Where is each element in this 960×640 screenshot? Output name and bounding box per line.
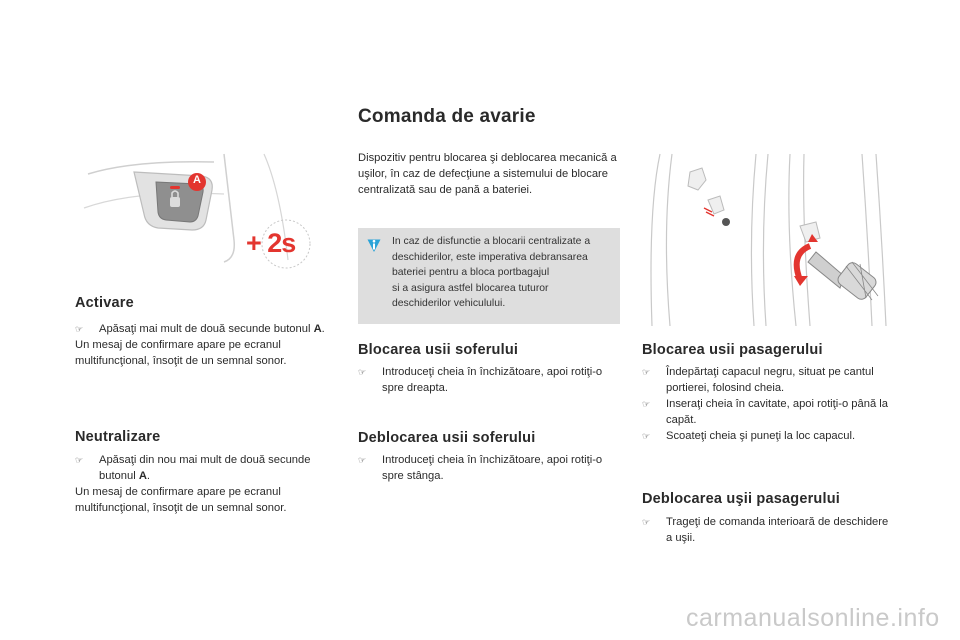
arrow-bullet-icon: ☞ [642, 517, 651, 527]
watermark: carmanualsonline.info [686, 604, 940, 632]
confirmation-note: Un mesaj de confirmare apare pe ecranul multifuncţional, însoţit de un semnal sonor. [75, 339, 287, 367]
bullet-text: Introduceţi cheia în închizătoare, apoi rotiţi-o spre dreapta. [382, 366, 603, 394]
neutralizare-section [75, 452, 343, 516]
bullet-text: Apăsaţi din nou mai mult de două secunde butonul [99, 454, 311, 482]
bullet-end: . [146, 470, 151, 482]
bullet-end: . [321, 323, 325, 335]
arrow-bullet-icon: ☞ [75, 455, 84, 465]
arrow-bullet-icon: ☞ [642, 399, 651, 409]
arrow-bullet-icon: ☞ [75, 324, 84, 334]
info-line: si a asigura astfel blocarea tuturor [392, 282, 549, 294]
deblocarea-pasagerului-section [642, 514, 892, 546]
info-line: In caz de disfunctie a blocarii centralizate a [392, 236, 591, 247]
bullet-text: Trageţi de comanda interioară de deschidere a uşii. [666, 516, 889, 544]
bullet-text: Scoateţi cheia şi puneţi la loc capacul. [666, 430, 856, 442]
bullet-text: Inseraţi cheia în cavitate, apoi rotiţi-o până la capăt. [666, 398, 889, 426]
arrow-bullet-icon: ☞ [642, 431, 651, 441]
button-ref: A [313, 323, 322, 335]
arrow-bullet-icon: ☞ [358, 455, 367, 465]
neutralizare-heading: Neutralizare [75, 429, 161, 445]
list-item [642, 428, 912, 444]
list-item [642, 514, 892, 546]
info-line: bateriei pentru a bloca portbagajul [392, 267, 550, 278]
timer-text: + 2s [246, 228, 296, 258]
blocarea-soferului-section [358, 364, 608, 396]
arrow-bullet-icon: ☞ [358, 367, 367, 377]
blocarea-pasagerului-section [642, 364, 912, 444]
timer-graphic [246, 214, 316, 274]
deblocarea-soferului-heading: Deblocarea usii soferului [358, 430, 536, 446]
bullet-text: Apăsaţi mai mult de două secunde butonul [99, 323, 311, 335]
info-icon [366, 237, 382, 253]
intro-paragraph: Dispozitiv pentru blocarea şi deblocarea mecanică a uşilor, în caz de defecţiune a sistemului de blocare centralizată sau de pană a bateriei. [358, 152, 617, 196]
list-item [642, 396, 912, 428]
bullet-text: Introduceţi cheia în închizătoare, apoi rotiţi-o spre stânga. [382, 454, 603, 482]
info-box [358, 228, 620, 324]
badge-letter: A [193, 174, 201, 186]
info-line: deschiderilor vehiculului. [392, 298, 506, 309]
deblocarea-soferului-section [358, 452, 608, 484]
door-key-illustration [640, 150, 910, 330]
blocarea-pasagerului-heading: Blocarea usii pasagerului [642, 342, 823, 358]
list-item [75, 452, 343, 484]
button-ref: A [138, 470, 147, 482]
list-item [642, 364, 912, 396]
list-item [358, 452, 608, 484]
list-item [358, 364, 608, 396]
door-edge-drawing [640, 150, 910, 330]
blocarea-soferului-heading: Blocarea usii soferului [358, 342, 519, 358]
list-item [75, 321, 343, 337]
confirmation-note: Un mesaj de confirmare apare pe ecranul multifuncţional, însoţit de un semnal sonor. [75, 486, 287, 514]
page-title: Comanda de avarie [358, 106, 536, 127]
arrow-bullet-icon: ☞ [642, 367, 651, 377]
activare-section [75, 321, 343, 369]
activare-heading: Activare [75, 295, 134, 311]
info-line: deschiderilor, este imperativa debransarea [392, 251, 588, 263]
button-a-badge [187, 172, 207, 192]
bullet-text: Îndepărtaţi capacul negru, situat pe cantul portierei, folosind cheia. [666, 366, 874, 394]
deblocarea-pasagerului-heading: Deblocarea uşii pasagerului [642, 491, 840, 507]
